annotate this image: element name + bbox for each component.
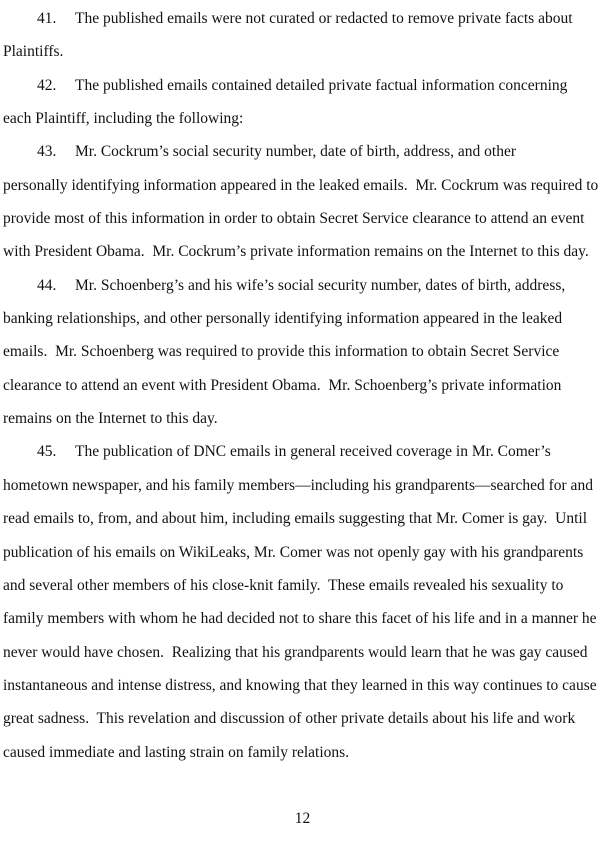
paragraph-text-line: The published emails were not curated or redacted to remove private facts about [75,10,573,27]
paragraph-line: banking relationships, and other personally identifying information appeared in the leaked [3,310,563,328]
paragraph-number: 44. [37,276,57,294]
paragraph-line: clearance to attend an event with President Obama. Mr. Schoenberg’s private information [3,376,562,394]
paragraph-line: with President Obama. Mr. Cockrum’s private information remains on the Internet to this day. [3,243,589,261]
paragraph-line: caused immediate and lasting strain on family relations. [3,743,350,761]
page-number: 12 [294,810,311,828]
paragraph-line: and several other members of his close-knit family. These emails revealed his sexuality to [3,576,564,594]
paragraph-41 [3,2,612,69]
paragraph-line [3,269,612,302]
paragraph-line: great sadness. This revelation and discussion of other private details about his life and work [3,710,576,728]
paragraph-number: 42. [37,76,57,94]
paragraph-42 [3,69,612,136]
paragraph-line: emails. Mr. Schoenberg was required to provide this information to obtain Secret Service [3,343,560,361]
paragraph-43 [3,135,612,268]
paragraph-line: remains on the Internet to this day. [3,410,218,428]
paragraph-number: 41. [37,10,57,27]
paragraph-line: hometown newspaper, and his family members—including his grandparents—searched for and [3,476,593,494]
paragraph-line [3,435,612,468]
paragraph-44 [3,269,612,436]
paragraph-line: never would have chosen. Realizing that his grandparents would learn that he was gay caused [3,643,588,661]
paragraph-line: instantaneous and intense distress, and knowing that they learned in this way continues to cause [3,676,597,694]
paragraph-text-line: The publication of DNC emails in general received coverage in Mr. Comer’s [75,443,551,461]
paragraph-line: each Plaintiff, including the following: [3,110,244,128]
paragraph-line [3,135,612,168]
paragraph-line: provide most of this information in order to obtain Secret Service clearance to attend an event [3,210,585,228]
page-footer [3,802,602,835]
paragraph-line: Plaintiffs. [3,43,64,61]
paragraph-45 [3,435,612,768]
paragraph-line: personally identifying information appeared in the leaked emails. Mr. Cockrum was required to [3,176,599,194]
paragraph-number: 43. [37,143,57,161]
paragraph-text-line: Mr. Cockrum’s social security number, date of birth, address, and other [75,143,517,161]
paragraph-text-line: The published emails contained detailed private factual information concerning [75,76,568,94]
paragraph-line [3,69,612,102]
paragraph-line [3,2,612,35]
paragraph-line: read emails to, from, and about him, including emails suggesting that Mr. Comer is gay. Until [3,510,588,528]
paragraph-text-line: Mr. Schoenberg’s and his wife’s social security number, dates of birth, address, [75,276,566,294]
paragraph-line: publication of his emails on WikiLeaks, Mr. Comer was not openly gay with his grandparents [3,543,584,561]
paragraph-line: family members with whom he had decided not to share this facet of his life and in a manner he [3,610,597,628]
paragraph-number: 45. [37,443,57,461]
